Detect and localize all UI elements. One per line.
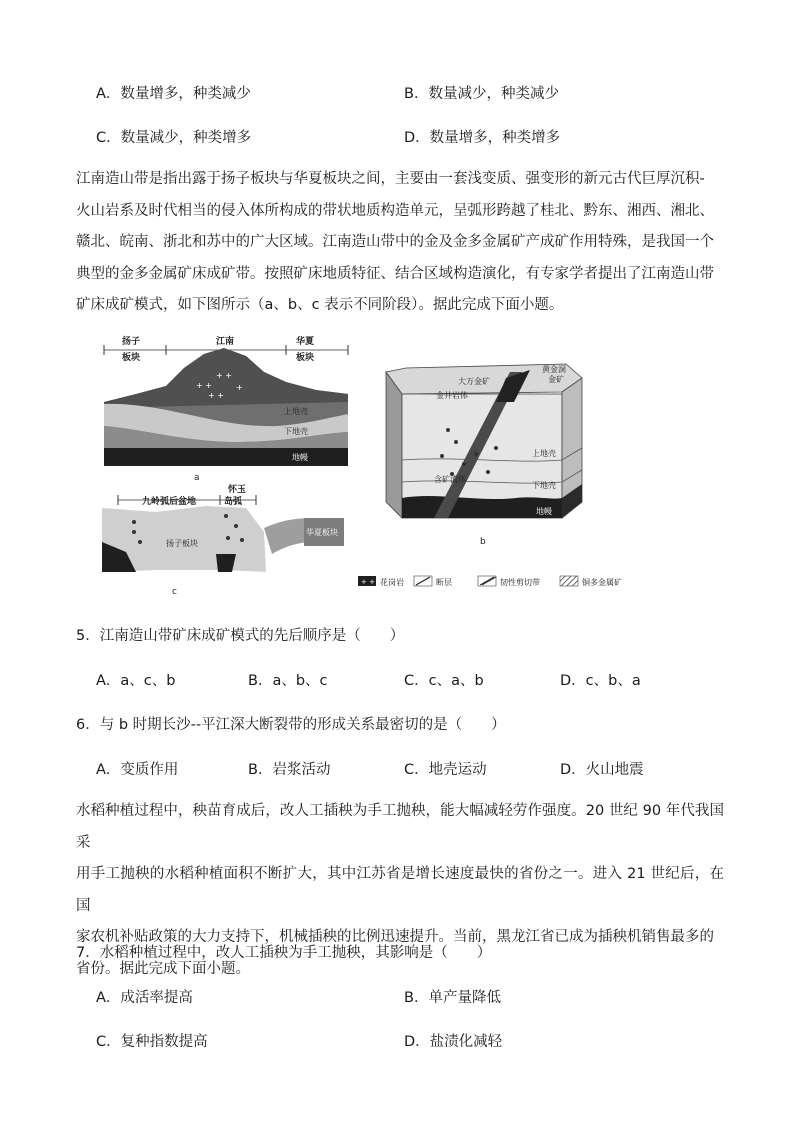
q5-option-a: A．a、c、b xyxy=(96,673,176,689)
label-a-yangzi-2: 板块 xyxy=(122,353,141,363)
passage-line: 赣北、皖南、浙北和苏中的广大区域。江南造山带中的金及金多金属矿产成矿作用特殊，是我国一个 xyxy=(76,234,714,250)
passage-jiangnan xyxy=(76,164,724,322)
passage-line: 省份。据此完成下面小题。 xyxy=(76,960,250,977)
caption-b: b xyxy=(480,537,486,547)
q4-option-a: A．数量增多，种类减少 xyxy=(96,86,251,102)
label-b-lower: 下地壳 xyxy=(532,481,556,490)
label-c-basin: 九岭弧后盆地 xyxy=(142,497,197,507)
label-b-dawan: 大万金矿 xyxy=(458,377,490,386)
figure-legend xyxy=(358,576,622,587)
q6-stem: 6．与 b 时期长沙--平江深大断裂带的形成关系最密切的是（ ） xyxy=(76,717,506,733)
legend-granite: 花岗岩 xyxy=(380,578,404,587)
panel-a xyxy=(104,335,348,483)
q7-option-b: B．单产量降低 xyxy=(404,990,501,1006)
label-c-yangzi: 扬子板块 xyxy=(166,539,198,548)
q6-option-a: A．变质作用 xyxy=(96,762,179,778)
label-c-arc-1: 怀玉 xyxy=(228,485,247,495)
label-c-arc-2: 岛弧 xyxy=(224,497,243,507)
label-b-huangjin-2: 金矿 xyxy=(548,375,564,384)
passage-line: 火山岩系及时代相当的侵入体所构成的带状地质构造单元，呈弧形跨越了桂北、黔东、湘西、湘北、 xyxy=(76,202,714,219)
legend-ore: 铜多金属矿 xyxy=(582,578,622,587)
passage-line: 用手工抛秧的水稻种植面积不断扩大，其中江苏省是增长速度最快的省份之一。进入 21 世纪后，在国 xyxy=(76,866,724,914)
label-a-jiangnan-1: 江南 xyxy=(216,337,235,347)
label-a-lower: 下地壳 xyxy=(284,427,308,436)
panel-b xyxy=(386,364,582,547)
svg-text:+ +: + + xyxy=(361,578,375,586)
q5-stem: 5．江南造山带矿床成矿模式的先后顺序是（ ） xyxy=(76,628,405,644)
label-b-huangjin-1: 黄金洞 xyxy=(542,365,566,374)
q7-option-a: A．成活率提高 xyxy=(96,990,193,1006)
label-a-yangzi-1: 扬子 xyxy=(122,337,141,347)
q6-option-d: D．火山地震 xyxy=(560,762,644,778)
passage-line: 家农机补贴政策的大力支持下，机械插秧的比例迅速提升。当前，黑龙江省已成为插秧机销售最多的 xyxy=(76,929,714,945)
q7-stem: 7．水稻种植过程中，改人工插秧为手工抛秧，其影响是（ ） xyxy=(76,945,492,961)
legend-ore-swatch xyxy=(560,576,578,586)
q7-option-c: C．复种指数提高 xyxy=(96,1034,208,1050)
q6-option-c: C．地壳运动 xyxy=(404,762,487,778)
q6-option-b: B．岩浆活动 xyxy=(248,762,331,778)
label-a-huaxia-2: 板块 xyxy=(296,353,315,363)
q4-option-b: B．数量减少，种类减少 xyxy=(404,86,559,102)
panel-c xyxy=(102,483,344,597)
label-b-mantle: 地幔 xyxy=(536,507,552,516)
caption-c: c xyxy=(172,587,177,597)
svg-text:+ +: + + xyxy=(196,381,212,390)
label-a-mantle: 地幔 xyxy=(292,453,308,462)
ore-model-figure xyxy=(96,332,686,604)
legend-fault: 断层 xyxy=(436,578,452,587)
caption-a: a xyxy=(194,473,200,483)
q4-option-d: D．数量增多，种类增多 xyxy=(404,130,561,146)
q5-option-d: D．c、b、a xyxy=(560,673,641,689)
q5-option-c: C．c、a、b xyxy=(404,673,484,689)
label-a-upper: 上地壳 xyxy=(284,407,308,416)
passage-line: 典型的金多金属矿床成矿带。按照矿床地质特征、结合区域构造演化，有专家学者提出了江南造山带 xyxy=(76,265,714,282)
label-b-upper: 上地壳 xyxy=(532,449,556,458)
svg-text:+: + xyxy=(236,383,243,392)
label-b-fluid: 含矿流体 xyxy=(434,475,466,484)
label-c-huaxia: 华夏板块 xyxy=(306,528,338,537)
svg-text:+ +: + + xyxy=(216,371,232,380)
q5-option-b: B．a、b、c xyxy=(248,673,328,689)
passage-line: 水稻种植过程中，秧苗育成后，改人工插秧为手工抛秧，能大幅减轻劳作强度。20 世纪 90 年代我国采 xyxy=(76,803,724,851)
svg-text:+ +: + + xyxy=(208,391,224,400)
passage-line: 江南造山带是指出露于扬子板块与华夏板块之间，主要由一套浅变质、强变形的新元古代巨厚沉积- xyxy=(76,171,705,187)
q4-option-c: C．数量减少，种类增多 xyxy=(96,130,252,146)
label-a-huaxia-1: 华夏 xyxy=(296,337,315,347)
legend-shear: 韧性剪切带 xyxy=(500,578,540,587)
passage-line: 矿床成矿模式，如下图所示（a、b、c 表示不同阶段）。据此完成下面小题。 xyxy=(76,297,564,313)
label-b-jinjing: 金井岩体 xyxy=(436,391,468,400)
q7-option-d: D．盐渍化减轻 xyxy=(404,1034,503,1050)
